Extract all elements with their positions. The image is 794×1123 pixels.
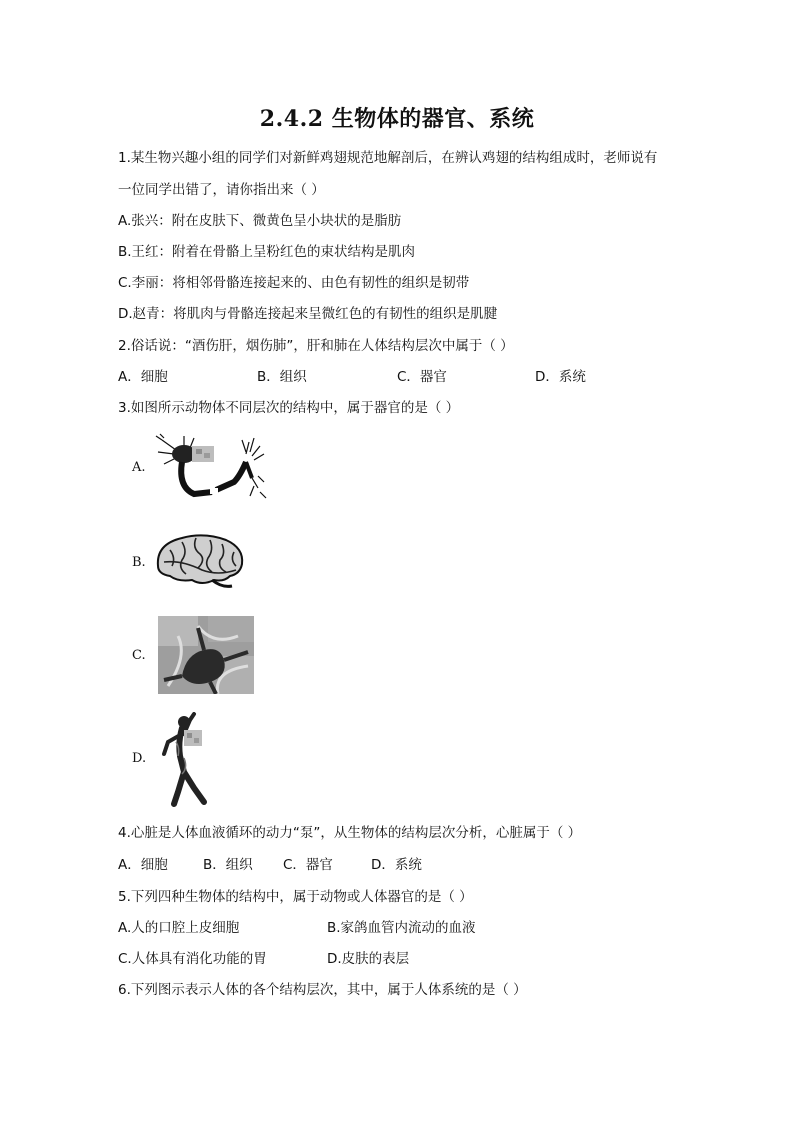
q1-option-c: C.李丽：将相邻骨骼连接起来的、由色有韧性的组织是韧带 <box>118 275 470 291</box>
q3-stem: 3.如图所示动物体不同层次的结构中，属于器官的是（ ） <box>118 400 460 416</box>
q3-option-b-label: B. <box>132 555 146 570</box>
brain-image <box>152 530 246 590</box>
q4-option-a: A．细胞 <box>118 857 168 873</box>
q1-stem-line1: 1.某生物兴趣小组的同学们对新鲜鸡翅规范地解剖后，在辨认鸡翅的结构组成时，老师说有 <box>118 150 658 166</box>
q5-option-c: C.人体具有消化功能的胃 <box>118 951 267 967</box>
neuron-image <box>154 432 268 502</box>
q5-option-d: D.皮肤的表层 <box>327 951 410 967</box>
q1-stem-line2: 一位同学出错了，请你指出来（ ） <box>118 182 325 198</box>
q1-option-d: D.赵青：将肌肉与骨骼连接起来呈微红色的有韧性的组织是肌腱 <box>118 306 498 322</box>
q2-option-d: D．系统 <box>535 369 586 385</box>
q5-stem: 5.下列四种生物体的结构中，属于动物或人体器官的是（ ） <box>118 889 473 905</box>
q2-stem: 2.俗话说：“酒伤肝，烟伤肺”，肝和肺在人体结构层次中属于（ ） <box>118 338 514 354</box>
human-figure-image <box>160 712 220 808</box>
q3-option-a-label: A. <box>132 460 146 475</box>
q5-option-a: A.人的口腔上皮细胞 <box>118 920 240 936</box>
q4-option-d: D．系统 <box>371 857 422 873</box>
q4-option-b: B．组织 <box>203 857 253 873</box>
tissue-image <box>158 616 254 694</box>
q2-option-b: B．组织 <box>257 369 307 385</box>
page-title: 2.4.2 生物体的器官、系统 <box>259 106 535 132</box>
q2-option-c: C．器官 <box>397 369 447 385</box>
q3-option-d-label: D. <box>132 751 147 766</box>
q4-option-c: C．器官 <box>283 857 333 873</box>
q3-option-c-label: C. <box>132 648 146 663</box>
q6-stem: 6.下列图示表示人体的各个结构层次，其中，属于人体系统的是（ ） <box>118 982 527 998</box>
q4-stem: 4.心脏是人体血液循环的动力“泵”，从生物体的结构层次分析，心脏属于（ ） <box>118 825 582 841</box>
q1-option-b: B.王红：附着在骨骼上呈粉红色的束状结构是肌肉 <box>118 244 416 260</box>
q1-option-a: A.张兴：附在皮肤下、微黄色呈小块状的是脂肪 <box>118 213 402 229</box>
q2-option-a: A．细胞 <box>118 369 168 385</box>
q5-option-b: B.家鸽血管内流动的血液 <box>327 920 476 936</box>
